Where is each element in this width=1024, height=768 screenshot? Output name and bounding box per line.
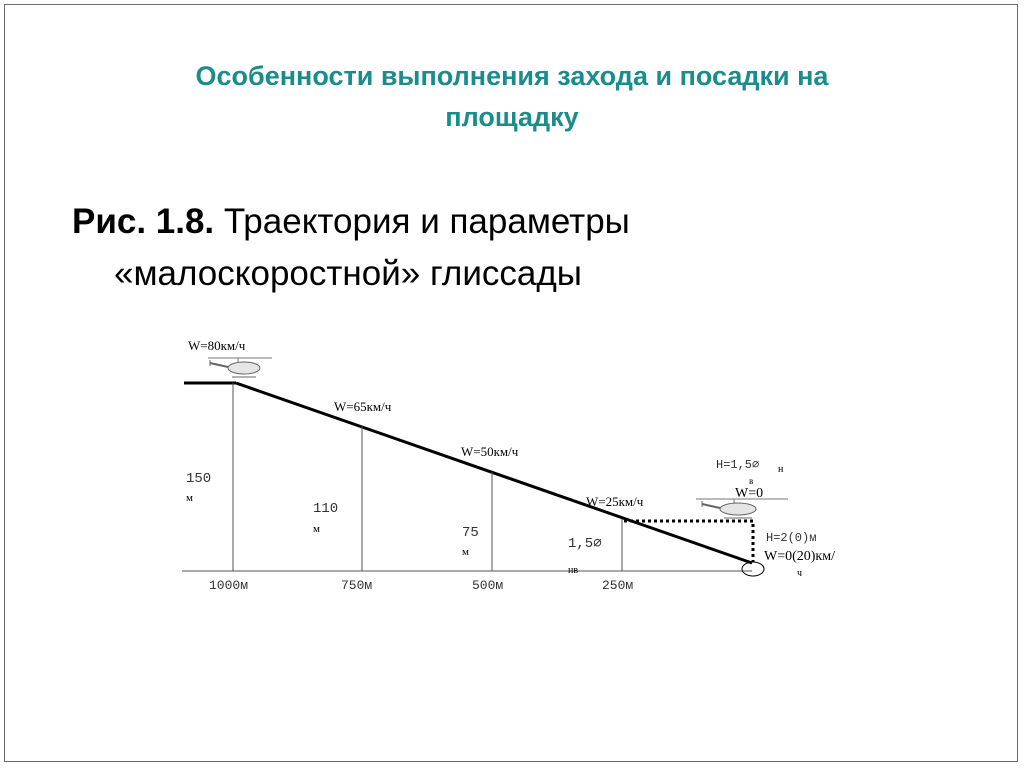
speed-label-50: W=50км/ч xyxy=(461,444,519,459)
height-unit-110: м xyxy=(313,523,320,535)
distance-label-500: 500м xyxy=(472,578,504,593)
height-label-110: 110 xyxy=(313,501,339,517)
height-unit-75: м xyxy=(462,546,469,558)
caption-line-2: «малоскоростной» глиссады xyxy=(114,254,582,293)
height-label-hover: 1,5∅ xyxy=(568,536,602,552)
title-line-2: площадку xyxy=(445,102,579,132)
hover-height-label: H=1,5∅ xyxy=(716,458,760,472)
caption-line-1: Траектория и параметры xyxy=(214,202,630,241)
height-unit-150: м xyxy=(186,492,193,504)
caption-figure-number: Рис. 1.8. xyxy=(72,202,215,241)
height-unit-hover: нв xyxy=(568,565,579,576)
speed-label-65: W=65км/ч xyxy=(334,399,392,414)
speed-label-80: W=80км/ч xyxy=(188,338,246,353)
distance-label-250: 250м xyxy=(602,578,634,593)
touchdown-speed-label: W=0(20)км/ xyxy=(764,549,835,564)
touchdown-speed-unit: ч xyxy=(797,568,803,579)
distance-label-750: 750м xyxy=(341,578,373,593)
hover-height-sub2: в xyxy=(749,476,754,486)
distance-label-1000: 1000м xyxy=(209,578,249,593)
glide-path-line xyxy=(236,383,752,563)
helicopter-icon xyxy=(208,358,272,377)
touchdown-circle xyxy=(742,562,764,576)
helicopter-hover-icon xyxy=(696,499,788,518)
hover-height-sub: н xyxy=(778,464,784,475)
height-label-150: 150 xyxy=(186,471,212,487)
touchdown-height-label: H=2(0)м xyxy=(766,531,817,545)
hover-speed-label: W=0 xyxy=(735,486,764,501)
height-label-75: 75 xyxy=(462,525,479,541)
speed-label-25: W=25км/ч xyxy=(586,494,644,509)
title-line-1: Особенности выполнения захода и посадки на xyxy=(195,61,829,91)
